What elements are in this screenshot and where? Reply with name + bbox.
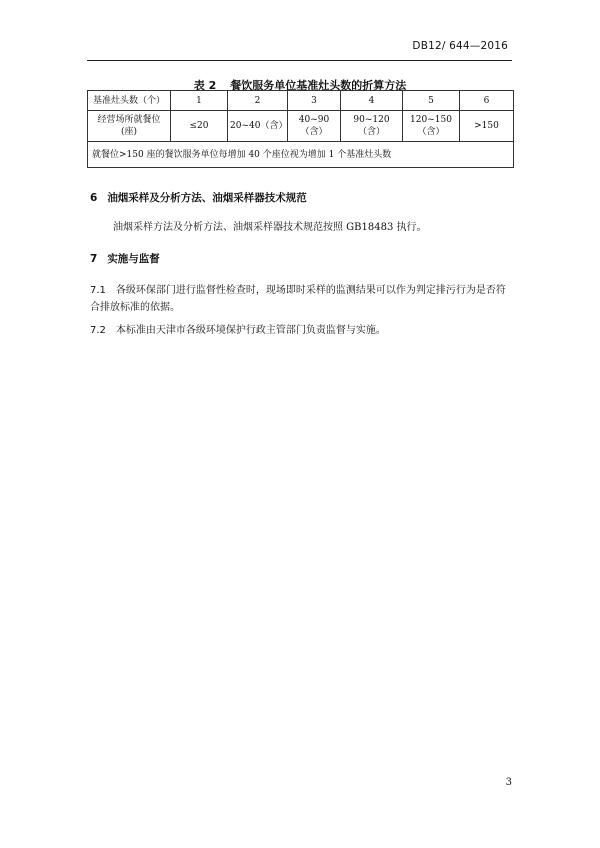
table-row xyxy=(88,91,514,111)
table-row xyxy=(88,111,514,142)
row-header-cooktops: 基准灶头数（个） xyxy=(88,91,171,111)
table-cell: 2 xyxy=(228,91,288,111)
table-title-text: 餐饮服务单位基准灶头数的折算方法 xyxy=(230,79,407,92)
table-cell: >150 xyxy=(460,111,514,142)
row-header-seats: 经营场所就餐位(座) xyxy=(88,111,171,142)
section-title: 实施与监督 xyxy=(107,253,160,265)
clause-7-2 xyxy=(90,322,514,339)
clause-7-1 xyxy=(90,282,514,316)
clause-text: 本标准由天津市各级环境保护行政主管部门负责监督与实施。 xyxy=(115,325,386,336)
table-cell: 120~150（含） xyxy=(403,111,460,142)
section-title: 油烟采样及分析方法、油烟采样器技术规范 xyxy=(107,192,307,204)
table-cell: 1 xyxy=(171,91,228,111)
section-6-heading xyxy=(90,190,307,205)
table-note: 就餐位>150 座的餐饮服务单位每增加 40 个座位视为增加 1 个基准灶头数 xyxy=(88,142,514,168)
table-cell: 40~90（含） xyxy=(288,111,341,142)
table-cell: 4 xyxy=(341,91,403,111)
table-cell: 5 xyxy=(403,91,460,111)
clause-text: 各级环保部门进行监督性检查时，现场即时采样的监测结果可以作为判定排污行为是否符合排放标准的依据。 xyxy=(90,285,506,313)
clause-number: 7.2 xyxy=(90,325,106,336)
table-number: 表 2 xyxy=(193,79,217,92)
section-6-paragraph: 油烟采样方法及分析方法、油烟采样器技术规范按照 GB18483 执行。 xyxy=(113,222,427,233)
section-7-heading xyxy=(90,251,160,266)
table-row xyxy=(88,142,514,168)
table-cell: 20~40（含） xyxy=(228,111,288,142)
table-cell: 3 xyxy=(288,91,341,111)
table-cell: 6 xyxy=(460,91,514,111)
document-code: DB12/ 644—2016 xyxy=(412,40,508,52)
page-number: 3 xyxy=(505,777,512,788)
section-number: 7 xyxy=(90,253,98,265)
clause-number: 7.1 xyxy=(90,285,106,296)
table-cell: 90~120（含） xyxy=(341,111,403,142)
table-cell: ≤20 xyxy=(171,111,228,142)
header-rule xyxy=(87,60,512,61)
section-number: 6 xyxy=(90,192,98,204)
conversion-table xyxy=(87,90,514,168)
